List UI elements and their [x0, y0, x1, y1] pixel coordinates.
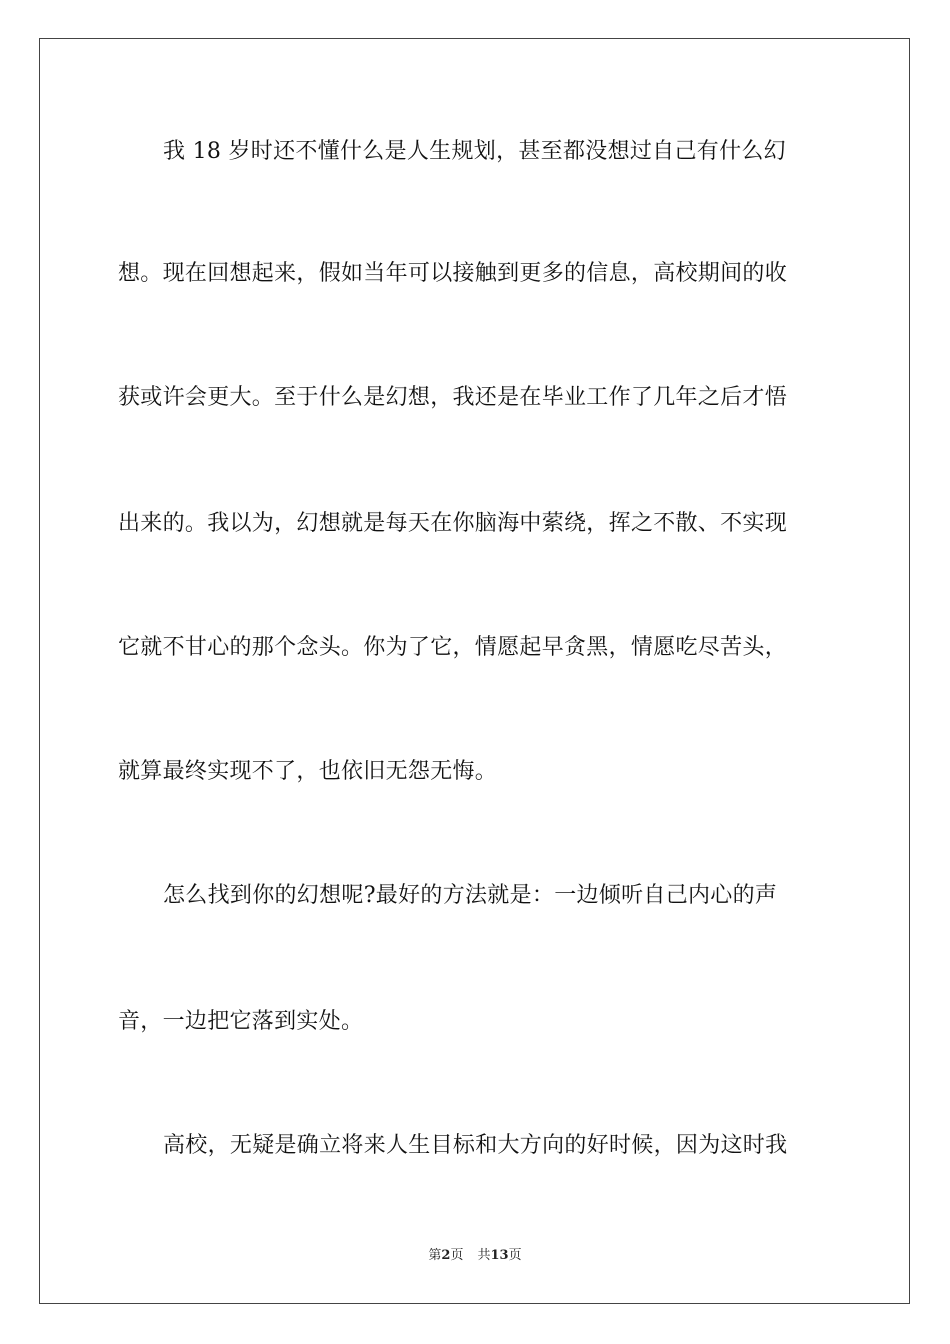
- page-prefix: 第: [428, 1248, 442, 1263]
- paragraph-1-line-2: 想。现在回想起来，假如当年可以接触到更多的信息，高校期间的收: [118, 261, 788, 286]
- total-suffix: 页: [508, 1248, 522, 1263]
- paragraph-1-line-3: 获或许会更大。至于什么是幻想，我还是在毕业工作了几年之后才悟: [118, 385, 788, 410]
- page-footer: [0, 1247, 950, 1265]
- page-suffix: 页: [450, 1248, 464, 1263]
- current-page-number: 2: [441, 1248, 451, 1263]
- total-page-count: 13: [490, 1248, 509, 1263]
- paragraph-1-line-6: 就算最终实现不了，也依旧无怨无悔。: [118, 759, 498, 784]
- paragraph-3-line-1: 高校，无疑是确立将来人生目标和大方向的好时候，因为这时我: [163, 1133, 788, 1158]
- paragraph-1-line-5: 它就不甘心的那个念头。你为了它，情愿起早贪黑，情愿吃尽苦头，: [118, 635, 788, 660]
- paragraph-2-line-2: 音，一边把它落到实处。: [118, 1009, 364, 1034]
- total-prefix: 共: [477, 1248, 491, 1263]
- paragraph-1-line-4: 出来的。我以为，幻想就是每天在你脑海中萦绕，挥之不散、不实现: [118, 511, 788, 536]
- paragraph-2-line-1: 怎么找到你的幻想呢?最好的方法就是：一边倾听自己内心的声: [163, 883, 778, 908]
- page-border: [39, 38, 910, 1304]
- paragraph-1-line-1: 我 18 岁时还不懂什么是人生规划，甚至都没想过自己有什么幻: [163, 139, 786, 164]
